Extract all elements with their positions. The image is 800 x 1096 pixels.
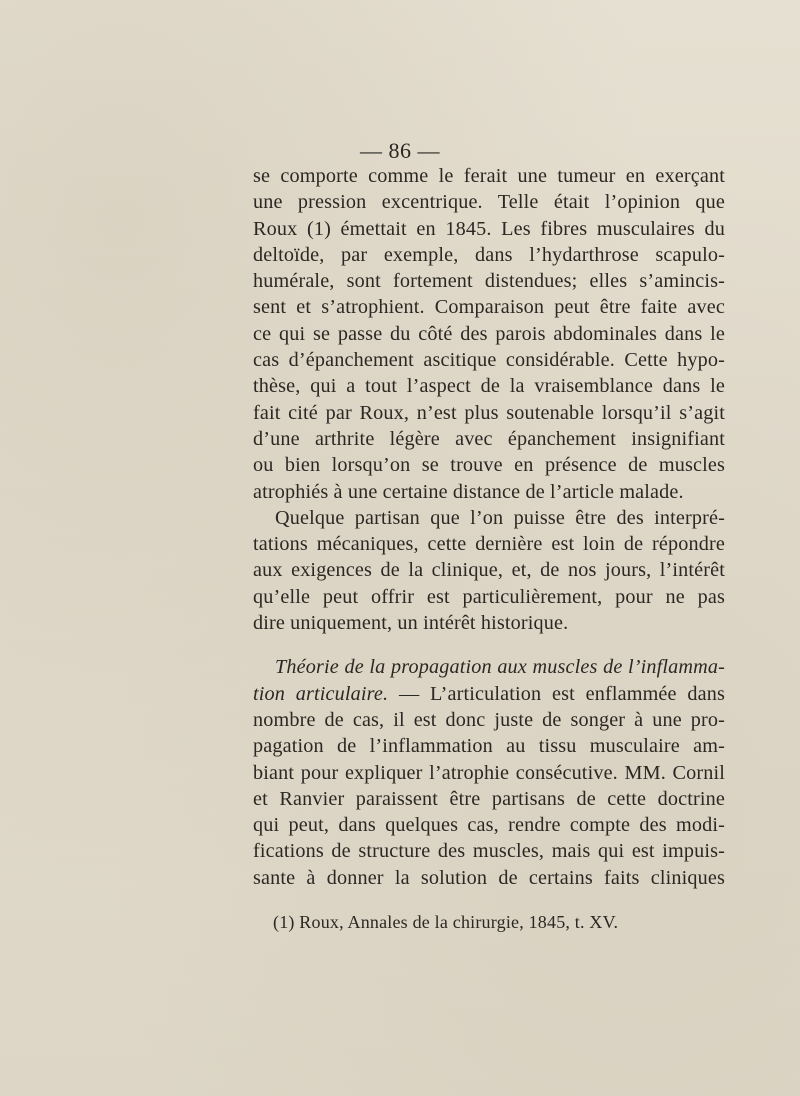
text-line: atrophiés à une certaine distance de l’article malade. xyxy=(253,480,684,503)
text-line: et Ranvier paraissent être partisans de cette doctrine xyxy=(253,787,725,810)
text-line: biant pour expliquer l’atrophie consécutive. MM. Cornil xyxy=(253,761,725,784)
text-line: nombre de cas, il est donc juste de songer à une pro- xyxy=(253,708,725,731)
text-line: qui peut, dans quelques cas, rendre compte des modi- xyxy=(253,814,725,837)
text-line: Quelque partisan que l’on puisse être des interpré- xyxy=(275,506,725,529)
text-line: sent et s’atrophient. Comparaison peut être faite avec xyxy=(253,296,725,319)
text-line-rest: — L’articulation est enflammée dans xyxy=(388,682,725,705)
paragraph-1 xyxy=(253,163,725,505)
paragraph-2 xyxy=(253,505,725,636)
text-line: qu’elle peut offrir est particulièrement, pour ne pas xyxy=(253,585,725,608)
section-heading-end: tion articulaire. xyxy=(253,682,389,705)
section-heading: Théorie de la propagation aux muscles de l’inflamma- xyxy=(275,656,725,679)
paragraph-3 xyxy=(253,654,725,891)
text-line: deltoïde, par exemple, dans l’hydarthrose scapulo- xyxy=(253,243,725,266)
paragraph-gap xyxy=(253,636,725,654)
text-line: ce qui se passe du côté des parois abdominales dans le xyxy=(253,322,725,345)
text-line: fications de structure des muscles, mais qui est impuis- xyxy=(253,840,725,863)
text-line: pagation de l’inflammation au tissu musculaire am- xyxy=(253,735,725,758)
text-line: sante à donner la solution de certains faits cliniques xyxy=(253,866,725,889)
text-line: humérale, sont fortement distendues; elles s’amincis- xyxy=(253,270,725,293)
text-line: dire uniquement, un intérêt historique. xyxy=(253,612,569,635)
text-line: ou bien lorsqu’on se trouve en présence de muscles xyxy=(253,454,725,477)
text-line xyxy=(253,681,725,707)
text-line: fait cité par Roux, n’est plus soutenable lorsqu’il s’agit xyxy=(253,401,725,424)
text-line: tations mécaniques, cette dernière est loin de répondre xyxy=(253,533,725,556)
text-line: thèse, qui a tout l’aspect de la vraisemblance dans le xyxy=(253,375,725,398)
text-line: d’une arthrite légère avec épanchement insignifiant xyxy=(253,427,725,450)
text-line: cas d’épanchement ascitique considérable. Cette hypo- xyxy=(253,349,725,372)
text-line: une pression excentrique. Telle était l’opinion que xyxy=(253,191,725,214)
page-number: — 86 — xyxy=(360,138,440,163)
text-line: aux exigences de la clinique, et, de nos jours, l’intérêt xyxy=(253,559,725,582)
body-text xyxy=(253,163,725,891)
text-line: se comporte comme le ferait une tumeur en exerçant xyxy=(253,165,725,187)
text-line: Roux (1) émettait en 1845. Les fibres musculaires du xyxy=(253,217,725,240)
footnote: (1) Roux, Annales de la chirurgie, 1845, t. XV. xyxy=(273,912,619,932)
